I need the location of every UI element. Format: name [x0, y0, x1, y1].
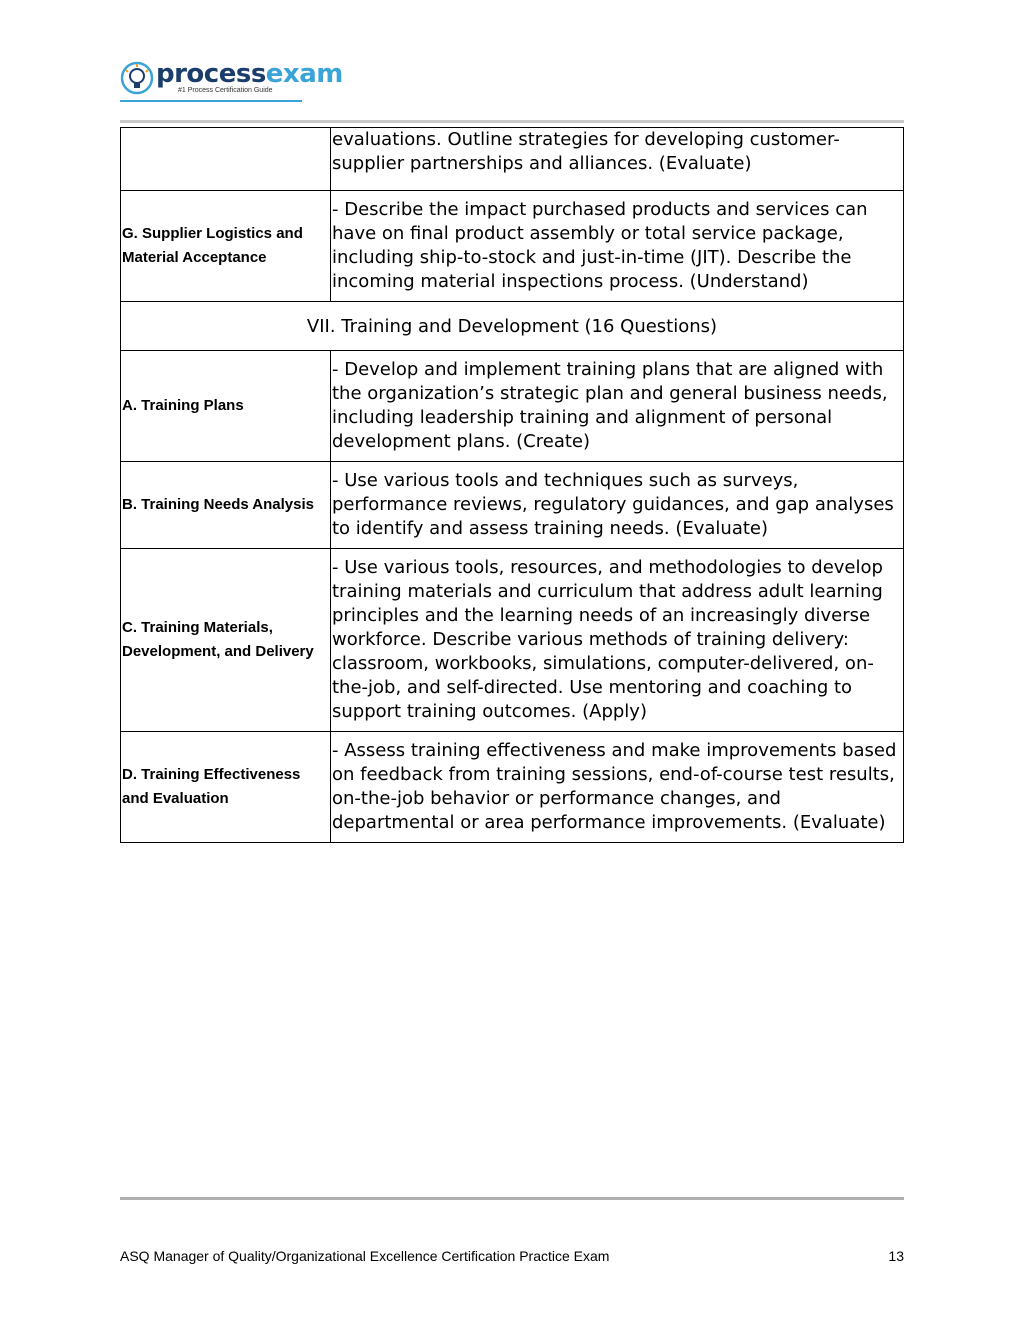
table-row: [121, 462, 904, 549]
lightbulb-gear-icon: [120, 61, 154, 95]
footer-title: ASQ Manager of Quality/Organizational Excellence Certification Practice Exam: [120, 1248, 610, 1264]
section-title: VII. Training and Development (16 Questions): [121, 302, 904, 351]
footer-divider: [120, 1197, 904, 1200]
topic-cell: [121, 128, 331, 191]
topic-cell: C. Training Materials, Development, and Delivery: [121, 549, 331, 732]
syllabus-table: [120, 127, 904, 843]
description-cell: - Use various tools and techniques such as surveys, performance reviews, regulatory guidances, and gap analyses to identify and assess training needs. (Evaluate): [331, 462, 904, 549]
description-cell: - Use various tools, resources, and methodologies to develop training materials and curriculum that address adult learning principles and the learning needs of an increasingly diverse workforce. Describe various methods of training delivery: classroom, workbooks, simulations, computer-delivered, on-the-job, and self-directed. Use mentoring and coaching to support training outcomes. (Apply): [331, 549, 904, 732]
table-row: [121, 128, 904, 191]
topic-cell: G. Supplier Logistics and Material Acceptance: [121, 191, 331, 302]
logo-tagline: #1 Process Certification Guide: [178, 87, 273, 94]
topic-cell: A. Training Plans: [121, 351, 331, 462]
topic-cell: B. Training Needs Analysis: [121, 462, 331, 549]
description-cell: - Describe the impact purchased products and services can have on final product assembly or total service package, including ship-to-stock and just-in-time (JIT). Describe the incoming material inspections process. (Understand): [331, 191, 904, 302]
logo-underline: [120, 100, 302, 102]
table-row: [121, 351, 904, 462]
logo-wordmark: processexam: [156, 59, 343, 89]
description-cell: evaluations. Outline strategies for developing customer-supplier partnerships and alliances. (Evaluate): [331, 128, 904, 191]
page-number: 13: [888, 1248, 904, 1264]
processexam-logo: [120, 58, 343, 104]
header-divider: [120, 120, 904, 123]
description-cell: - Develop and implement training plans that are aligned with the organization’s strategic plan and general business needs, including leadership training and alignment of personal development plans. (Create): [331, 351, 904, 462]
table-row: [121, 732, 904, 843]
description-cell: - Assess training effectiveness and make improvements based on feedback from training sessions, end-of-course test results, on-the-job behavior or performance changes, and departmental or area performance improvements. (Evaluate): [331, 732, 904, 843]
table-row: [121, 191, 904, 302]
table-row: [121, 549, 904, 732]
section-row: [121, 302, 904, 351]
topic-cell: D. Training Effectiveness and Evaluation: [121, 732, 331, 843]
